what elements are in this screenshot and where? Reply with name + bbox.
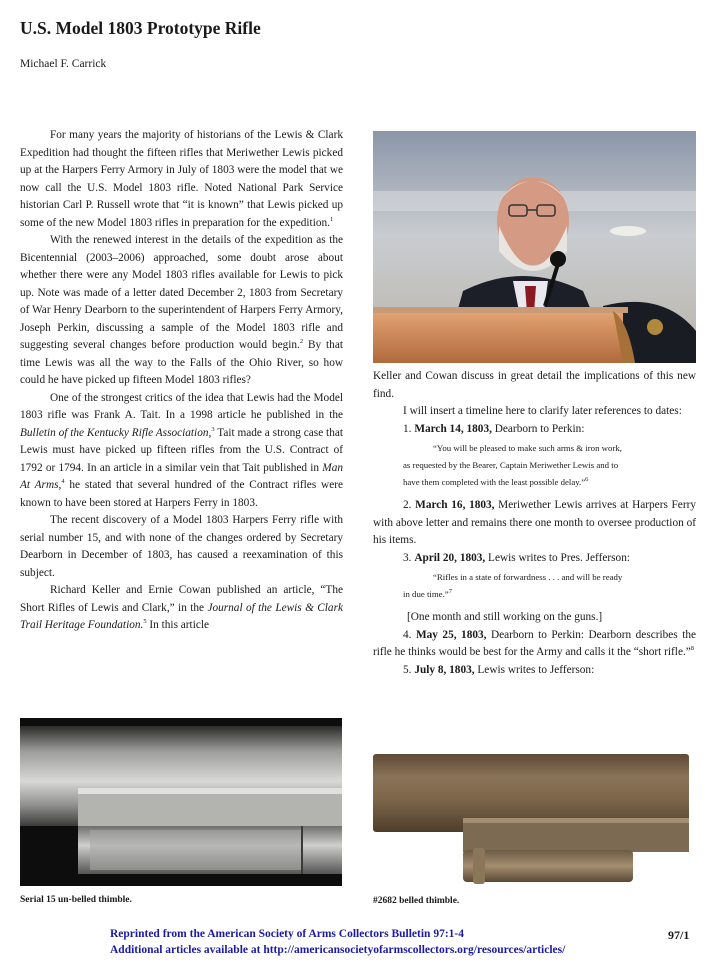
quote-lewis (403, 569, 696, 603)
quote-line: have them completed with the least possible delay.” (403, 477, 586, 487)
timeline-text: Dearborn to Perkin: (491, 422, 585, 435)
timeline-item-5 (373, 662, 696, 680)
quote-line: “Rifles in a state of forwardness . . . and will be ready (433, 572, 623, 582)
paragraph-text: Richard Keller and Ernie Cowan published an article, “The Short Rifles of Lewis and Clark,” in the (20, 584, 343, 614)
speaker-photo-image (373, 131, 696, 363)
timeline-number: 1. (403, 422, 412, 435)
timeline-number: 3. (403, 551, 412, 564)
bracket-note: [One month and still working on the guns.] (407, 611, 603, 623)
paragraph-text: he stated that several hundred of the Contract rifles were known to have been stored at Harpers Ferry in 1803. (20, 479, 343, 509)
quote-line: in due time.” (403, 589, 449, 599)
magazine-title: Man At Arms, (20, 461, 343, 491)
barrel-photo-serial-15 (20, 718, 342, 886)
paragraph-text: Tait made a strong case that Lewis must have picked up fifteen rifles from the U.S. Contract of 1792 or 1794. In an article in a similar vein that Tait published in (20, 426, 343, 474)
timeline-date: April 20, 1803, (414, 551, 486, 564)
caption-left: Serial 15 un-belled thimble. (20, 895, 132, 905)
timeline-date: May 25, 1803, (415, 628, 487, 641)
reprint-notice[interactable]: Reprinted from the American Society of Arms Collectors Bulletin 97:1-4 (110, 928, 464, 940)
paragraph-implications: Keller and Cowan discuss in great detail the implications of this new find. (373, 370, 696, 400)
footnote-ref: 7 (448, 588, 452, 596)
timeline-number: 4. (403, 628, 412, 641)
timeline-text: Dearborn to Perkin: Dearborn describes the rifle he thinks would be best for the Army and calls it the “short rifle.” (373, 628, 696, 658)
footnote-ref: 8 (690, 645, 695, 653)
timeline-date: July 8, 1803, (414, 663, 475, 676)
paragraph-keller-cowan (20, 582, 343, 635)
paragraph-intro (20, 127, 343, 232)
paragraph-text: With the renewed interest in the details of the expedition as the Bicentennial (2003–2006) approached, some doubt arose about whether there were any Model 1803 rifles available for Lewis to pick up. Note was made of a letter dated December 2, 1803 from Secretary of War Henry Dearborn to the superintendent of Harpers Ferry Armory, Joseph Perkin, discussing a sample of the Model 1803 rifle and suggesting several changes before production would begin. (20, 234, 343, 351)
paragraph-timeline-intro: I will insert a timeline here to clarify later references to dates: (403, 405, 682, 417)
quote-line: “You will be pleased to make such arms & iron work, (433, 443, 622, 453)
speaker-photo (373, 131, 696, 363)
reprint-footer (110, 926, 565, 958)
barrel-photo-2682 (373, 748, 695, 888)
journal-title: Bulletin of the Kentucky Rifle Association, (20, 426, 212, 439)
footnote-ref: 5 (143, 618, 147, 626)
author-name: Michael F. Carrick (20, 58, 107, 70)
timeline-number: 5. (403, 663, 412, 676)
paragraph-text: One of the strongest critics of the idea that Lewis had the Model 1803 rifle was Frank A. Tait. In a 1998 article he published in the (20, 391, 343, 421)
right-column (373, 368, 696, 679)
paragraph-discovery (20, 512, 343, 582)
timeline-date: March 14, 1803, (414, 422, 492, 435)
paragraph-text: In this article (146, 619, 210, 631)
page-number: 97/1 (668, 928, 690, 942)
articles-link[interactable]: Additional articles available at http://americansocietyofarmscollectors.org/resources/articles/ (110, 944, 566, 956)
timeline-item-3 (373, 550, 696, 568)
quote-dearborn (403, 440, 696, 491)
timeline-text: Meriwether Lewis arrives at Harpers Ferry with above letter and remains there one month to oversee production of his items. (373, 499, 696, 546)
timeline-item-1 (373, 421, 696, 439)
left-column (20, 127, 343, 635)
footnote-ref: 2 (299, 338, 304, 346)
quote-line: as requested by the Bearer, Captain Meriwether Lewis and to (403, 460, 619, 470)
footnote-ref: 4 (61, 478, 65, 486)
paragraph-text: The recent discovery of a Model 1803 Harpers Ferry rifle with serial number 15, and with none of the changes ordered by Secretary Dearborn in December of 1803, has caused a reexamination of this subject. (20, 514, 343, 579)
timeline-number: 2. (403, 499, 412, 511)
journal-title: Journal of the Lewis & Clark Trail Heritage Foundation. (20, 601, 343, 631)
timeline-text: Lewis writes to Pres. Jefferson: (485, 551, 630, 564)
barrel-photo-2682-image (373, 748, 695, 888)
footnote-ref: 3 (211, 425, 215, 433)
timeline-text: Lewis writes to Jefferson: (474, 663, 595, 676)
timeline-date: March 16, 1803, (415, 499, 495, 511)
footnote-ref: 1 (329, 215, 334, 223)
paragraph-text: For many years the majority of historians of the Lewis & Clark Expedition had thought the fifteen rifles that Meriwether Lewis picked up at the Harpers Ferry Armory in July of 1803 were the model that we now call the U.S. Model 1803 rifle. Noted National Park Service historian Carl P. Russell wrote that “it is known” that Lewis picked up some of the new Model 1803 rifles in preparation for the expedition. (20, 129, 343, 229)
footnote-ref: 6 (585, 476, 589, 484)
barrel-photo-serial-15-image (20, 718, 342, 886)
page-title: U.S. Model 1803 Prototype Rifle (20, 18, 261, 38)
paragraph-tait (20, 390, 343, 513)
caption-right: #2682 belled thimble. (373, 896, 460, 906)
timeline-item-2 (373, 497, 696, 550)
timeline-item-4 (373, 627, 696, 662)
paragraph-text: By that time Lewis was all the way to the Falls of the Ohio River, so how could he have picked up fifteen Model 1803 rifles? (20, 339, 343, 386)
paragraph-bicentennial (20, 232, 343, 390)
